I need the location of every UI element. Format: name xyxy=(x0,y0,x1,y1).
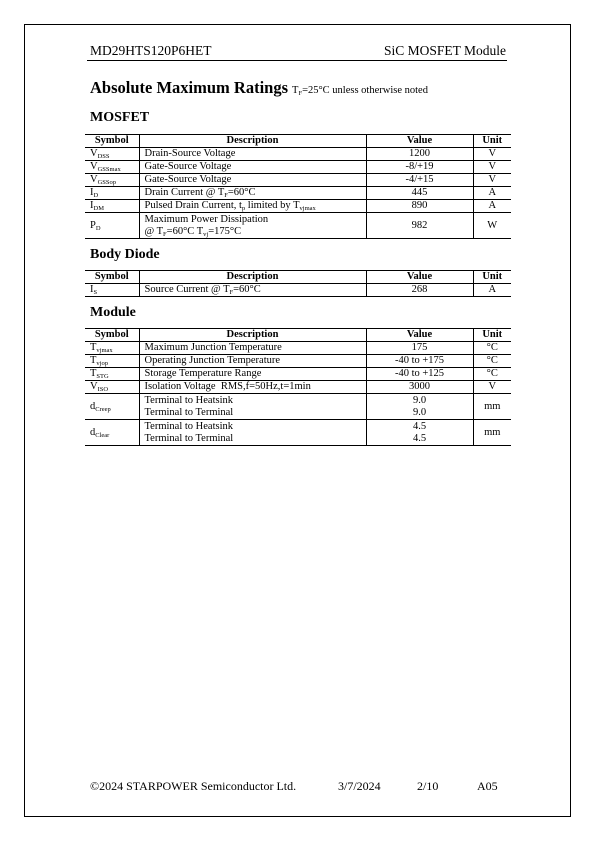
symbol-cell: $T_{vjmax}$ xyxy=(85,342,139,355)
col-description: Description xyxy=(139,135,366,148)
header-rule xyxy=(87,60,507,61)
table-row xyxy=(85,342,511,355)
unit-cell: A xyxy=(473,187,511,200)
table-header-row xyxy=(85,271,511,284)
table-header-row xyxy=(85,329,511,342)
footer-copyright: ©2024 STARPOWER Semiconductor Ltd. xyxy=(90,779,297,793)
symbol-cell: $V_{ISO}$ xyxy=(85,381,139,394)
product-type: SiC MOSFET Module xyxy=(383,43,506,58)
table-row xyxy=(85,148,511,161)
value-cell: 445 xyxy=(366,187,473,200)
unit-cell: °C xyxy=(473,342,511,355)
table-row xyxy=(85,394,511,420)
table-row xyxy=(85,200,511,213)
part-number: MD29HTS120P6HET xyxy=(90,43,212,58)
symbol-cell: $V_{DSS}$ xyxy=(85,148,139,161)
section-title-module: Module xyxy=(90,305,136,320)
description-cell: Storage Temperature Range xyxy=(139,368,366,381)
description-cell: Terminal to Heatsink Terminal to Terminal xyxy=(139,420,366,446)
title-text: Absolute Maximum Ratings xyxy=(90,78,289,97)
table-header-row xyxy=(85,135,511,148)
table-row xyxy=(85,187,511,200)
col-description: Description xyxy=(139,271,366,284)
value-cell: 268 xyxy=(366,284,473,297)
value-cell: -40 to +125 xyxy=(366,368,473,381)
footer-revision: A05 xyxy=(477,779,498,793)
symbol-cell: $V_{GSSop}$ xyxy=(85,174,139,187)
unit-cell: V xyxy=(473,381,511,394)
footer-date: 3/7/2024 xyxy=(338,779,381,793)
unit-cell: A xyxy=(473,200,511,213)
value-cell: 1200 xyxy=(366,148,473,161)
value-cell: 3000 xyxy=(366,381,473,394)
module-table xyxy=(85,328,511,446)
description-cell: Terminal to Heatsink Terminal to Terminal xyxy=(139,394,366,420)
table-row xyxy=(85,355,511,368)
description-cell: Isolation Voltage RMS,f=50Hz,t=1min xyxy=(139,381,366,394)
symbol-cell: $d_{Creep}$ xyxy=(85,394,139,420)
col-value: Value xyxy=(366,329,473,342)
table-row xyxy=(85,368,511,381)
value-cell: 175 xyxy=(366,342,473,355)
unit-cell: °C xyxy=(473,355,511,368)
col-value: Value xyxy=(366,271,473,284)
value-cell: -8/+19 xyxy=(366,161,473,174)
symbol-cell: $I_{DM}$ xyxy=(85,200,139,213)
section-title-body-diode: Body Diode xyxy=(90,247,160,262)
col-unit: Unit xyxy=(473,271,511,284)
description-cell: Maximum Power Dissipation @ $T_F=60^\circ C$ $T_{vj}=175^\circ C$ xyxy=(139,213,366,239)
description-cell: Pulsed Drain Current, $t_p$ limited by $T_{vjmax}$ xyxy=(139,200,366,213)
symbol-cell: $d_{Clear}$ xyxy=(85,420,139,446)
table-row xyxy=(85,161,511,174)
table-row xyxy=(85,174,511,187)
unit-cell: V xyxy=(473,174,511,187)
value-cell: 890 xyxy=(366,200,473,213)
description-cell: Maximum Junction Temperature xyxy=(139,342,366,355)
table-row xyxy=(85,381,511,394)
description-cell: Source Current @ $T_F=60^\circ C$ xyxy=(139,284,366,297)
unit-cell: mm xyxy=(473,420,511,446)
symbol-cell: $I_S$ xyxy=(85,284,139,297)
table-row xyxy=(85,213,511,239)
col-unit: Unit xyxy=(473,329,511,342)
page-title xyxy=(90,78,428,98)
col-unit: Unit xyxy=(473,135,511,148)
description-cell: Drain Current @ $T_F=60^\circ C$ xyxy=(139,187,366,200)
unit-cell: V xyxy=(473,148,511,161)
description-cell: Gate-Source Voltage xyxy=(139,174,366,187)
value-cell: -4/+15 xyxy=(366,174,473,187)
table-row xyxy=(85,420,511,446)
value-cell: -40 to +175 xyxy=(366,355,473,368)
symbol-cell: $V_{GSSmax}$ xyxy=(85,161,139,174)
symbol-cell: $P_D$ xyxy=(85,213,139,239)
mosfet-table xyxy=(85,134,511,239)
unit-cell: A xyxy=(473,284,511,297)
value-cell: 9.0 9.0 xyxy=(366,394,473,420)
page-header xyxy=(90,43,506,59)
unit-cell: mm xyxy=(473,394,511,420)
value-cell: 982 xyxy=(366,213,473,239)
col-symbol: Symbol xyxy=(85,271,139,284)
body-diode-table xyxy=(85,270,511,297)
symbol-cell: $I_D$ xyxy=(85,187,139,200)
col-symbol: Symbol xyxy=(85,135,139,148)
title-condition: $T_F=25^\circ C$ unless otherwise noted xyxy=(292,85,428,97)
unit-cell: °C xyxy=(473,368,511,381)
section-title-mosfet: MOSFET xyxy=(90,110,150,125)
col-description: Description xyxy=(139,329,366,342)
symbol-cell: $T_{STG}$ xyxy=(85,368,139,381)
description-cell: Operating Junction Temperature xyxy=(139,355,366,368)
value-cell: 4.5 4.5 xyxy=(366,420,473,446)
unit-cell: W xyxy=(473,213,511,239)
col-value: Value xyxy=(366,135,473,148)
symbol-cell: $T_{vjop}$ xyxy=(85,355,139,368)
table-row xyxy=(85,284,511,297)
footer-page-number: 2/10 xyxy=(417,779,439,793)
col-symbol: Symbol xyxy=(85,329,139,342)
description-cell: Gate-Source Voltage xyxy=(139,161,366,174)
description-cell: Drain-Source Voltage xyxy=(139,148,366,161)
unit-cell: V xyxy=(473,161,511,174)
